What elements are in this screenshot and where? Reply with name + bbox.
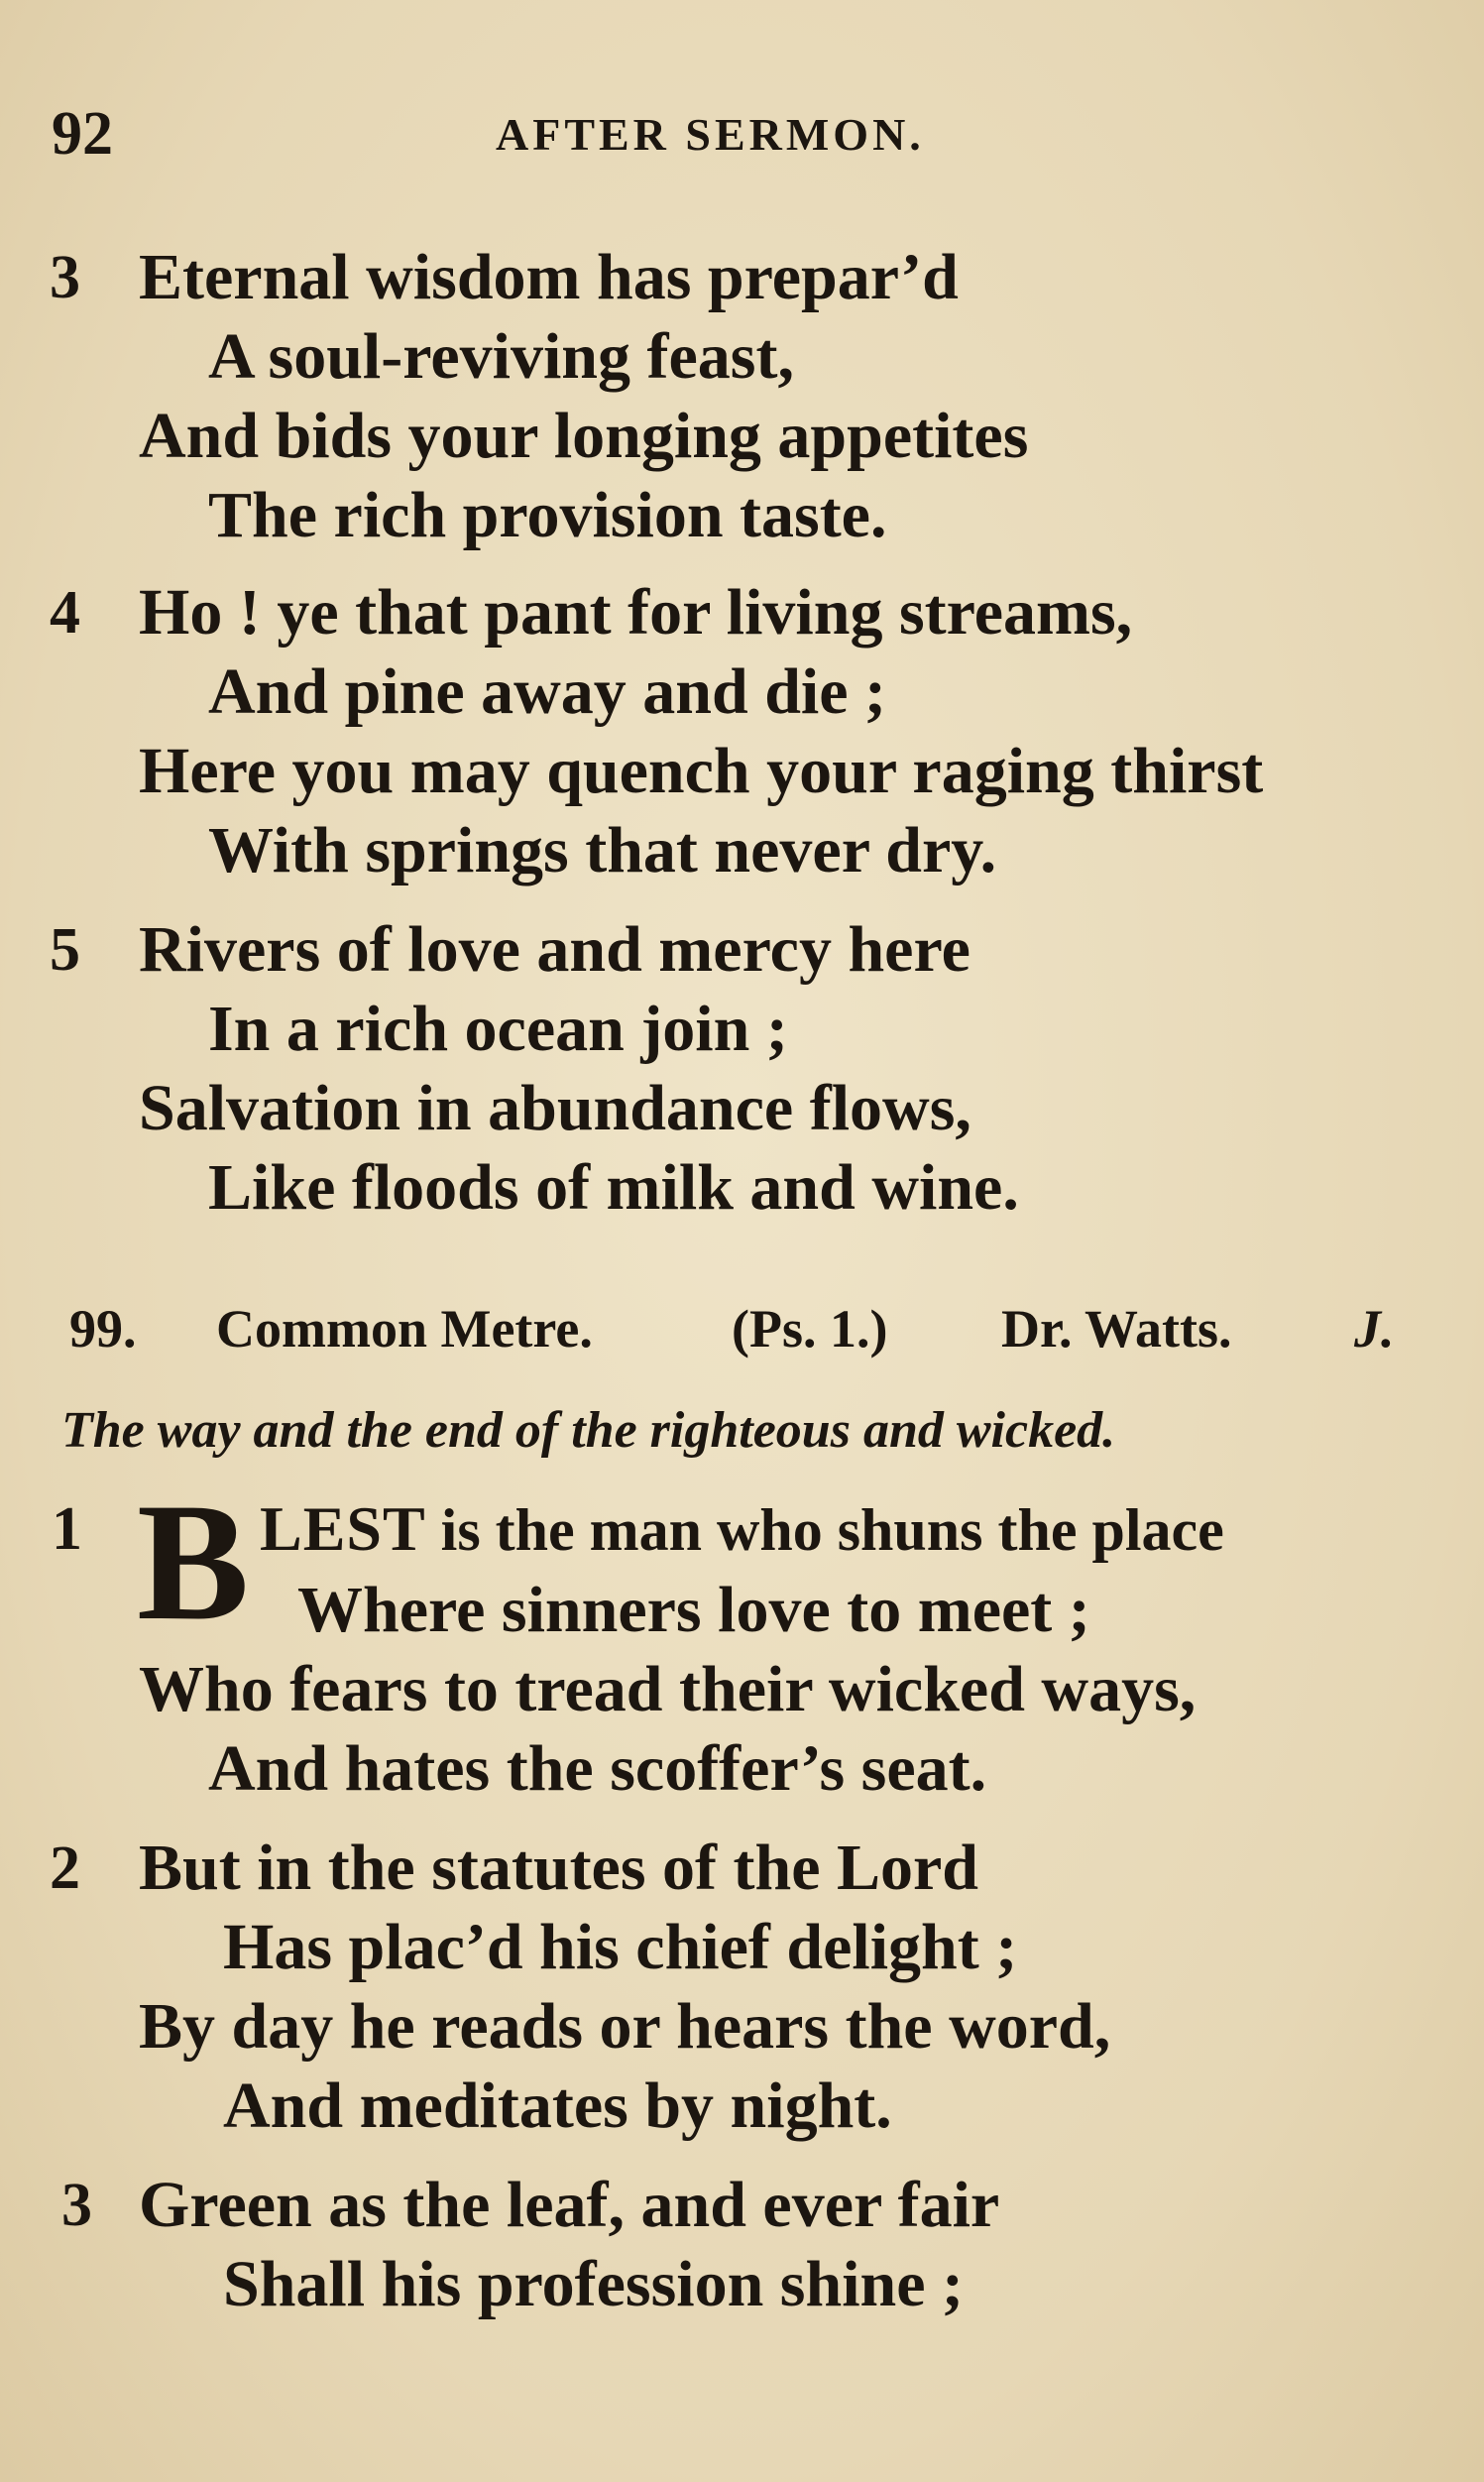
verse-line: And pine away and die ;: [208, 655, 887, 728]
verse-line: And hates the scoffer’s seat.: [208, 1732, 987, 1805]
running-head: AFTER SERMON.: [496, 109, 925, 160]
first-line-rest: is the man who shuns the place: [425, 1497, 1224, 1563]
verse-line: And bids your longing appetites: [139, 400, 1029, 472]
hymn-number: 99.: [69, 1299, 137, 1359]
hymn-metre: Common Metre.: [216, 1299, 593, 1359]
verse-line: But in the statutes of the Lord: [139, 1832, 979, 1904]
verse-line: Green as the leaf, and ever fair: [139, 2169, 1000, 2241]
verse-line: In a rich ocean join ;: [208, 993, 788, 1065]
verse-line: Like floods of milk and wine.: [208, 1151, 1019, 1224]
stanza-number: 1: [52, 1495, 82, 1563]
hymn-subject: The way and the end of the righteous and wicked.: [61, 1402, 1116, 1459]
stanza-number: 3: [61, 2172, 92, 2239]
verse-line: Who fears to tread their wicked ways,: [139, 1653, 1197, 1725]
verse-line: By day he reads or hears the word,: [139, 1990, 1111, 2063]
hymn-heading: [69, 1289, 1437, 1368]
verse-line: Eternal wisdom has prepar’d: [139, 241, 959, 313]
verse-line: Here you may quench your raging thirst: [139, 735, 1264, 807]
page-header: [0, 99, 1484, 169]
drop-cap: B: [137, 1469, 250, 1655]
hymn-mark: J.: [1354, 1299, 1395, 1359]
stanza-number: 5: [50, 916, 80, 984]
verse-line: Has plac’d his chief delight ;: [223, 1911, 1018, 1983]
verse-line: Shall his profession shine ;: [223, 2248, 965, 2320]
verse-line: Salvation in abundance flows,: [139, 1072, 971, 1144]
verse-line: With springs that never dry.: [208, 814, 997, 886]
hymn-psalm: (Ps. 1.): [732, 1299, 888, 1359]
verse-line: And meditates by night.: [223, 2069, 892, 2142]
page-number: 92: [52, 100, 113, 168]
stanza-number: 4: [50, 579, 80, 647]
hymn-author: Dr. Watts.: [1001, 1299, 1232, 1359]
verse-line: The rich provision taste.: [208, 479, 887, 551]
verse-line: Rivers of love and mercy here: [139, 913, 970, 986]
verse-line-first: [260, 1489, 1224, 1570]
stanza-number: 3: [50, 244, 80, 311]
first-word-rest: LEST: [260, 1493, 426, 1564]
stanza-number: 2: [50, 1834, 80, 1902]
verse-line: A soul-reviving feast,: [208, 320, 794, 393]
verse-line: Where sinners love to meet ;: [297, 1574, 1090, 1646]
verse-line: Ho ! ye that pant for living streams,: [139, 576, 1133, 649]
